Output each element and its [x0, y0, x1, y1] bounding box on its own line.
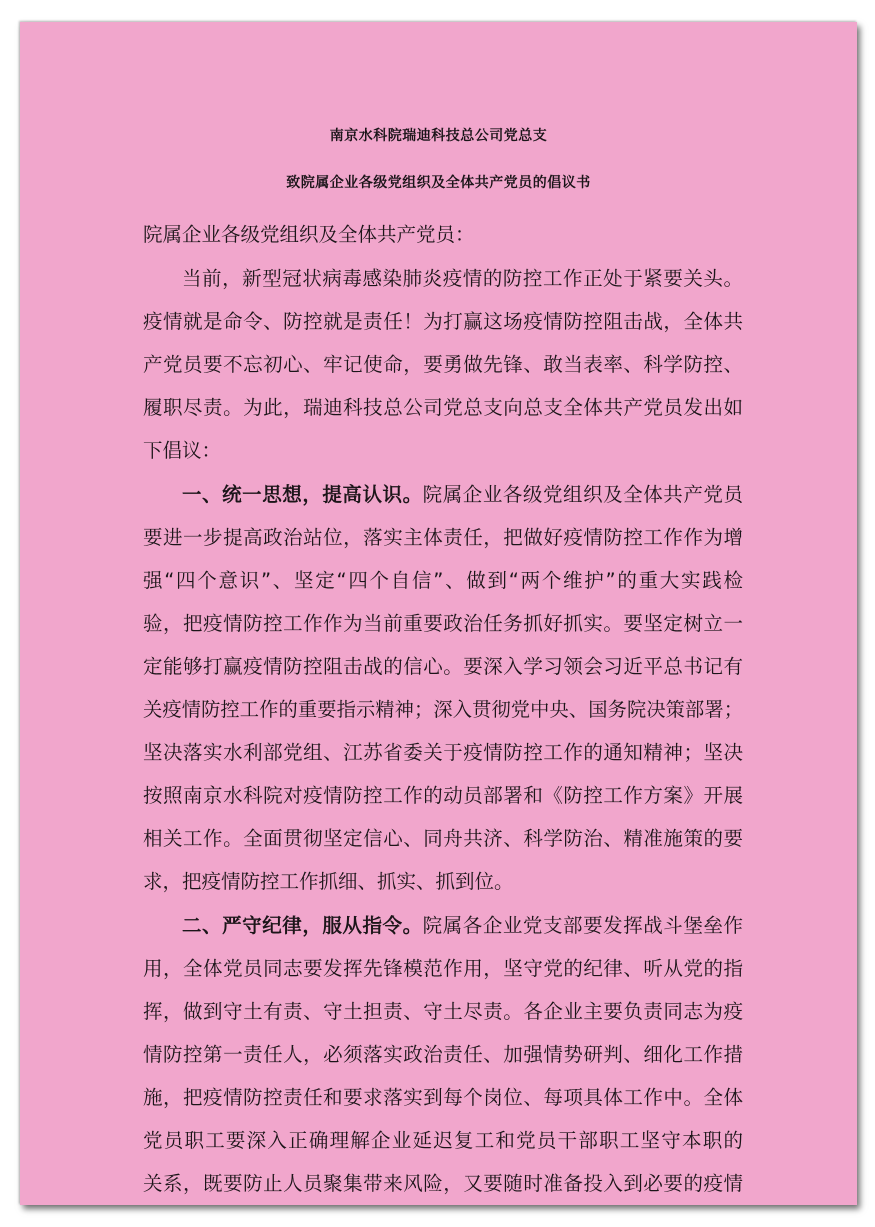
- section-2-first-line-text: 院属各企业党支部要发挥战斗堡垒作: [422, 914, 743, 937]
- intro-line: 履职尽责。为此，瑞迪科技总公司党总支向总支全体共产党员发出如: [143, 396, 743, 419]
- section-1-line: 相关工作。全面贯彻坚定信心、同舟共济、科学防治、精准施策的要: [143, 827, 743, 850]
- section-2-line: 施，把疫情防控责任和要求落实到每个岗位、每项具体工作中。全体: [143, 1086, 743, 1109]
- section-2-line: 党员职工要深入正确理解企业延迟复工和党员干部职工坚守本职的: [143, 1129, 743, 1152]
- section-1-line: 按照南京水科院对疫情防控工作的动员部署和《防控工作方案》开展: [143, 784, 743, 807]
- section-2-heading: 二、严守纪律，服从指令。: [182, 914, 423, 937]
- section-1-line: 要进一步提高政治站位，落实主体责任，把做好疫情防控工作作为增: [143, 526, 743, 549]
- section-1-line: 验，把疫情防控工作作为当前重要政治任务抓好抓实。要坚定树立一: [143, 612, 743, 635]
- intro-line: 当前，新型冠状病毒感染肺炎疫情的防控工作正处于紧要关头。: [182, 267, 743, 290]
- section-2-line: 情防控第一责任人，必须落实政治责任、加强情势研判、细化工作措: [143, 1043, 743, 1066]
- section-2-line: 用，全体党员同志要发挥先锋模范作用，坚守党的纪律、听从党的指: [143, 957, 743, 980]
- section-1-line: 求，把疫情防控工作抓细、抓实、抓到位。: [143, 870, 514, 893]
- section-1-first-line-text: 院属企业各级党组织及全体共产党员: [422, 483, 743, 506]
- document-title-line-2: 致院属企业各级党组织及全体共产党员的倡议书: [286, 175, 591, 191]
- section-1-heading: 一、统一思想，提高认识。: [182, 483, 423, 506]
- section-1-line: 坚决落实水利部党组、江苏省委关于疫情防控工作的通知精神；坚决: [143, 741, 743, 764]
- intro-line: 下倡议：: [143, 439, 222, 462]
- document-title-line-1: 南京水科院瑞迪科技总公司党总支: [329, 128, 548, 144]
- section-1-line: 强“四个意识”、坚定“四个自信”、做到“两个维护”的重大实践检: [143, 569, 743, 592]
- intro-line: 疫情就是命令、防控就是责任！为打赢这场疫情防控阻击战，全体共: [143, 310, 743, 333]
- section-2-line: 关系，既要防止人员聚集带来风险，又要随时准备投入到必要的疫情: [143, 1172, 743, 1195]
- section-1-first-line: [182, 480, 743, 510]
- intro-line: 产党员要不忘初心、牢记使命，要勇做先锋、敢当表率、科学防控、: [143, 353, 743, 376]
- section-1-line: 关疫情防控工作的重要指示精神；深入贯彻党中央、国务院决策部署；: [143, 698, 743, 721]
- document-sheet: [20, 22, 857, 1205]
- section-1-line: 定能够打赢疫情防控阻击战的信心。要深入学习领会习近平总书记有: [143, 655, 743, 678]
- section-2-first-line: [182, 911, 743, 941]
- salutation: 院属企业各级党组织及全体共产党员：: [143, 223, 475, 246]
- section-2-line: 挥，做到守土有责、守土担责、守土尽责。各企业主要负责同志为疫: [143, 1000, 743, 1023]
